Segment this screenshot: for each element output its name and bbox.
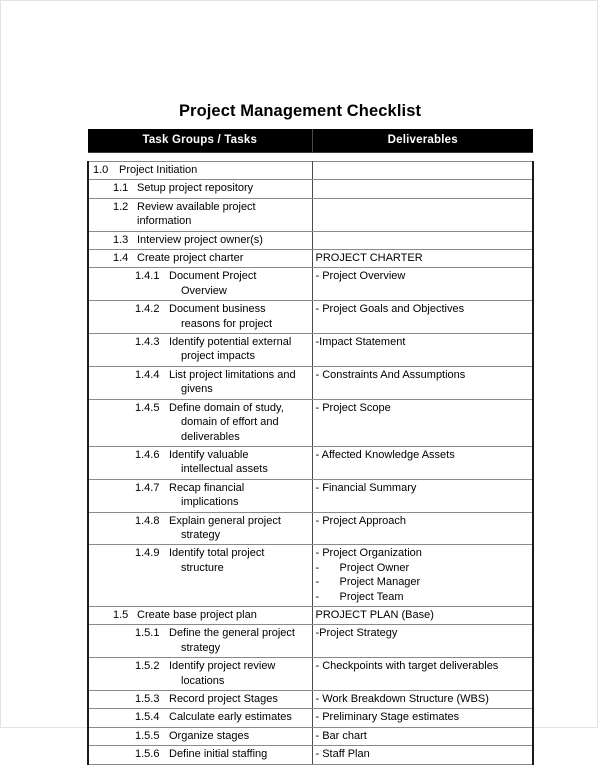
deliverable-sublist-label: Project Owner: [339, 561, 410, 574]
deliverable-label: -Impact Statement: [315, 336, 406, 349]
task-number: 1.5: [113, 608, 129, 621]
table-row: [88, 545, 533, 607]
task-label-line2: implications: [181, 496, 239, 509]
deliverable-cell: [312, 250, 533, 268]
task-label: Record project Stages: [169, 693, 278, 705]
table-row: [88, 658, 533, 691]
deliverable-cell: [312, 446, 533, 479]
task-cell: [88, 162, 312, 180]
table-row: [88, 446, 533, 479]
deliverable-cell: [312, 268, 533, 301]
table-row: [88, 399, 533, 446]
task-cell: [88, 545, 312, 607]
table-row: [88, 606, 533, 624]
task-label: Recap financial: [169, 481, 245, 494]
table-row: [88, 250, 533, 268]
checklist-table: [87, 129, 534, 765]
task-label-line2: strategy: [181, 528, 221, 541]
task-label: Identify potential external: [169, 336, 292, 349]
deliverable-label: - Project Scope: [315, 401, 391, 414]
deliverable-sublist-item: [316, 561, 530, 575]
task-number: 1.0: [93, 164, 109, 176]
deliverable-label: - Project Approach: [315, 514, 406, 527]
column-header-task-groups: Task Groups / Tasks: [88, 129, 312, 153]
task-label: Document Project: [169, 270, 257, 283]
dash-bullet-icon: -: [315, 590, 320, 603]
task-label: Explain general project: [169, 514, 281, 527]
deliverable-cell: [312, 366, 533, 399]
task-number: 1.5.3: [135, 693, 160, 705]
deliverable-label: - Affected Knowledge Assets: [315, 448, 455, 461]
deliverable-sublist-item: [316, 590, 530, 604]
task-cell: [88, 180, 312, 198]
header-body-gap: [88, 153, 533, 162]
deliverable-label: - Bar chart: [315, 729, 367, 742]
task-cell: [88, 446, 312, 479]
task-cell: [88, 709, 312, 727]
deliverable-cell: [312, 334, 533, 367]
deliverable-sublist: [316, 561, 530, 604]
task-cell: [88, 399, 312, 446]
task-cell: [88, 625, 312, 658]
deliverable-cell: [312, 606, 533, 624]
task-number: 1.2: [113, 200, 129, 213]
deliverable-sublist-item: [316, 575, 530, 589]
table-row: [88, 691, 533, 709]
task-number: 1.4.9: [135, 547, 160, 560]
task-cell: [88, 658, 312, 691]
table-header: [88, 129, 533, 153]
task-label: Identify project review: [169, 660, 276, 673]
deliverable-label: - Project Organization: [315, 547, 422, 560]
task-cell: [88, 479, 312, 512]
header-row: [88, 129, 533, 153]
deliverable-cell: [312, 399, 533, 446]
dash-bullet-icon: -: [315, 561, 320, 574]
deliverable-cell: [312, 691, 533, 709]
table-row: [88, 479, 533, 512]
task-number: 1.4.5: [135, 401, 160, 414]
table-row: [88, 198, 533, 231]
task-number: 1.5.4: [135, 711, 160, 724]
deliverable-label: - Work Breakdown Structure (WBS): [315, 693, 489, 705]
task-cell: [88, 198, 312, 231]
task-label: Identify valuable: [169, 448, 249, 461]
task-label-line2: intellectual assets: [181, 463, 268, 476]
task-label-line2: locations: [181, 674, 225, 687]
deliverable-label: - Staff Plan: [315, 748, 370, 761]
table-row: [88, 231, 533, 249]
deliverable-cell: [312, 231, 533, 249]
deliverable-sublist-label: Project Team: [339, 590, 404, 603]
task-label: Create project charter: [137, 252, 244, 265]
column-header-deliverables: Deliverables: [312, 129, 533, 153]
gap-cell-right: [312, 153, 533, 162]
task-label: Identify total project: [169, 547, 265, 560]
page-title: Project Management Checklist: [178, 102, 422, 120]
task-label-line2: domain of effort and: [181, 416, 279, 429]
deliverable-label: PROJECT CHARTER: [315, 252, 423, 265]
task-number: 1.3: [113, 233, 129, 246]
task-number: 1.4.3: [135, 336, 160, 349]
table-row: [88, 746, 533, 764]
task-label-line2: reasons for project: [181, 317, 273, 330]
deliverable-cell: [312, 746, 533, 764]
deliverable-label: - Checkpoints with target deliverables: [315, 660, 499, 673]
task-label-line3: deliverables: [181, 430, 240, 443]
task-cell: [88, 366, 312, 399]
deliverable-cell: [312, 512, 533, 545]
deliverable-label: - Financial Summary: [315, 481, 417, 494]
task-number: 1.4.2: [135, 303, 160, 316]
deliverable-cell: [312, 625, 533, 658]
task-label-line2: information: [137, 215, 192, 228]
task-label: Define the general project: [169, 627, 295, 640]
task-cell: [88, 727, 312, 745]
task-cell: [88, 334, 312, 367]
task-cell: [88, 746, 312, 764]
task-cell: [88, 691, 312, 709]
task-label-line2: givens: [181, 383, 213, 396]
deliverable-label: - Project Goals and Objectives: [315, 303, 465, 316]
task-number: 1.5.1: [135, 627, 160, 640]
task-cell: [88, 512, 312, 545]
task-cell: [88, 606, 312, 624]
task-label: Review available project: [137, 200, 256, 213]
table-row: [88, 301, 533, 334]
deliverable-label: - Constraints And Assumptions: [315, 368, 466, 381]
task-label-line2: structure: [181, 561, 224, 574]
deliverable-label: - Preliminary Stage estimates: [315, 711, 460, 724]
task-label: Calculate early estimates: [169, 711, 292, 724]
task-label: Create base project plan: [137, 608, 257, 621]
task-label: Organize stages: [169, 729, 250, 742]
table-row: [88, 180, 533, 198]
task-label: Setup project repository: [137, 182, 254, 195]
deliverable-cell: [312, 162, 533, 180]
task-label: Define domain of study,: [169, 401, 284, 414]
task-label: Document business: [169, 303, 266, 316]
task-number: 1.4.1: [135, 270, 160, 283]
deliverable-sublist-label: Project Manager: [339, 576, 421, 589]
task-number: 1.1: [113, 182, 129, 195]
deliverable-cell: [312, 727, 533, 745]
task-number: 1.4.6: [135, 448, 160, 461]
task-number: 1.5.5: [135, 729, 160, 742]
task-label-line2: project impacts: [181, 350, 255, 363]
deliverable-label: - Project Overview: [315, 270, 406, 283]
table-row: [88, 366, 533, 399]
deliverable-cell: [312, 301, 533, 334]
deliverable-label: -Project Strategy: [315, 627, 398, 640]
task-number: 1.4: [113, 252, 129, 265]
task-number: 1.5.6: [135, 748, 160, 761]
deliverable-label: PROJECT PLAN (Base): [315, 608, 434, 621]
table-row: [88, 512, 533, 545]
deliverable-cell: [312, 180, 533, 198]
task-label: Interview project owner(s): [137, 233, 263, 246]
task-label: List project limitations and: [169, 368, 296, 381]
task-label: Define initial staffing: [169, 748, 268, 761]
task-cell: [88, 231, 312, 249]
table-row: [88, 709, 533, 727]
table-body: [88, 153, 533, 765]
task-number: 1.5.2: [135, 660, 160, 673]
task-number: 1.4.7: [135, 481, 160, 494]
task-cell: [88, 301, 312, 334]
task-number: 1.4.8: [135, 514, 160, 527]
deliverable-cell: [312, 479, 533, 512]
dash-bullet-icon: -: [315, 576, 320, 589]
task-cell: [88, 268, 312, 301]
table-row: [88, 162, 533, 180]
task-number: 1.4.4: [135, 368, 160, 381]
deliverable-cell: [312, 198, 533, 231]
table-row: [88, 625, 533, 658]
deliverable-cell: [312, 709, 533, 727]
gap-cell-left: [88, 153, 312, 162]
task-label-line2: strategy: [181, 641, 221, 654]
task-label: Project Initiation: [119, 164, 198, 176]
checklist-table-container: [87, 129, 532, 765]
table-row: [88, 268, 533, 301]
task-cell: [88, 250, 312, 268]
deliverable-cell: [312, 658, 533, 691]
table-row: [88, 727, 533, 745]
task-label-line2: Overview: [181, 284, 227, 297]
table-row: [88, 334, 533, 367]
deliverable-cell: [312, 545, 533, 607]
